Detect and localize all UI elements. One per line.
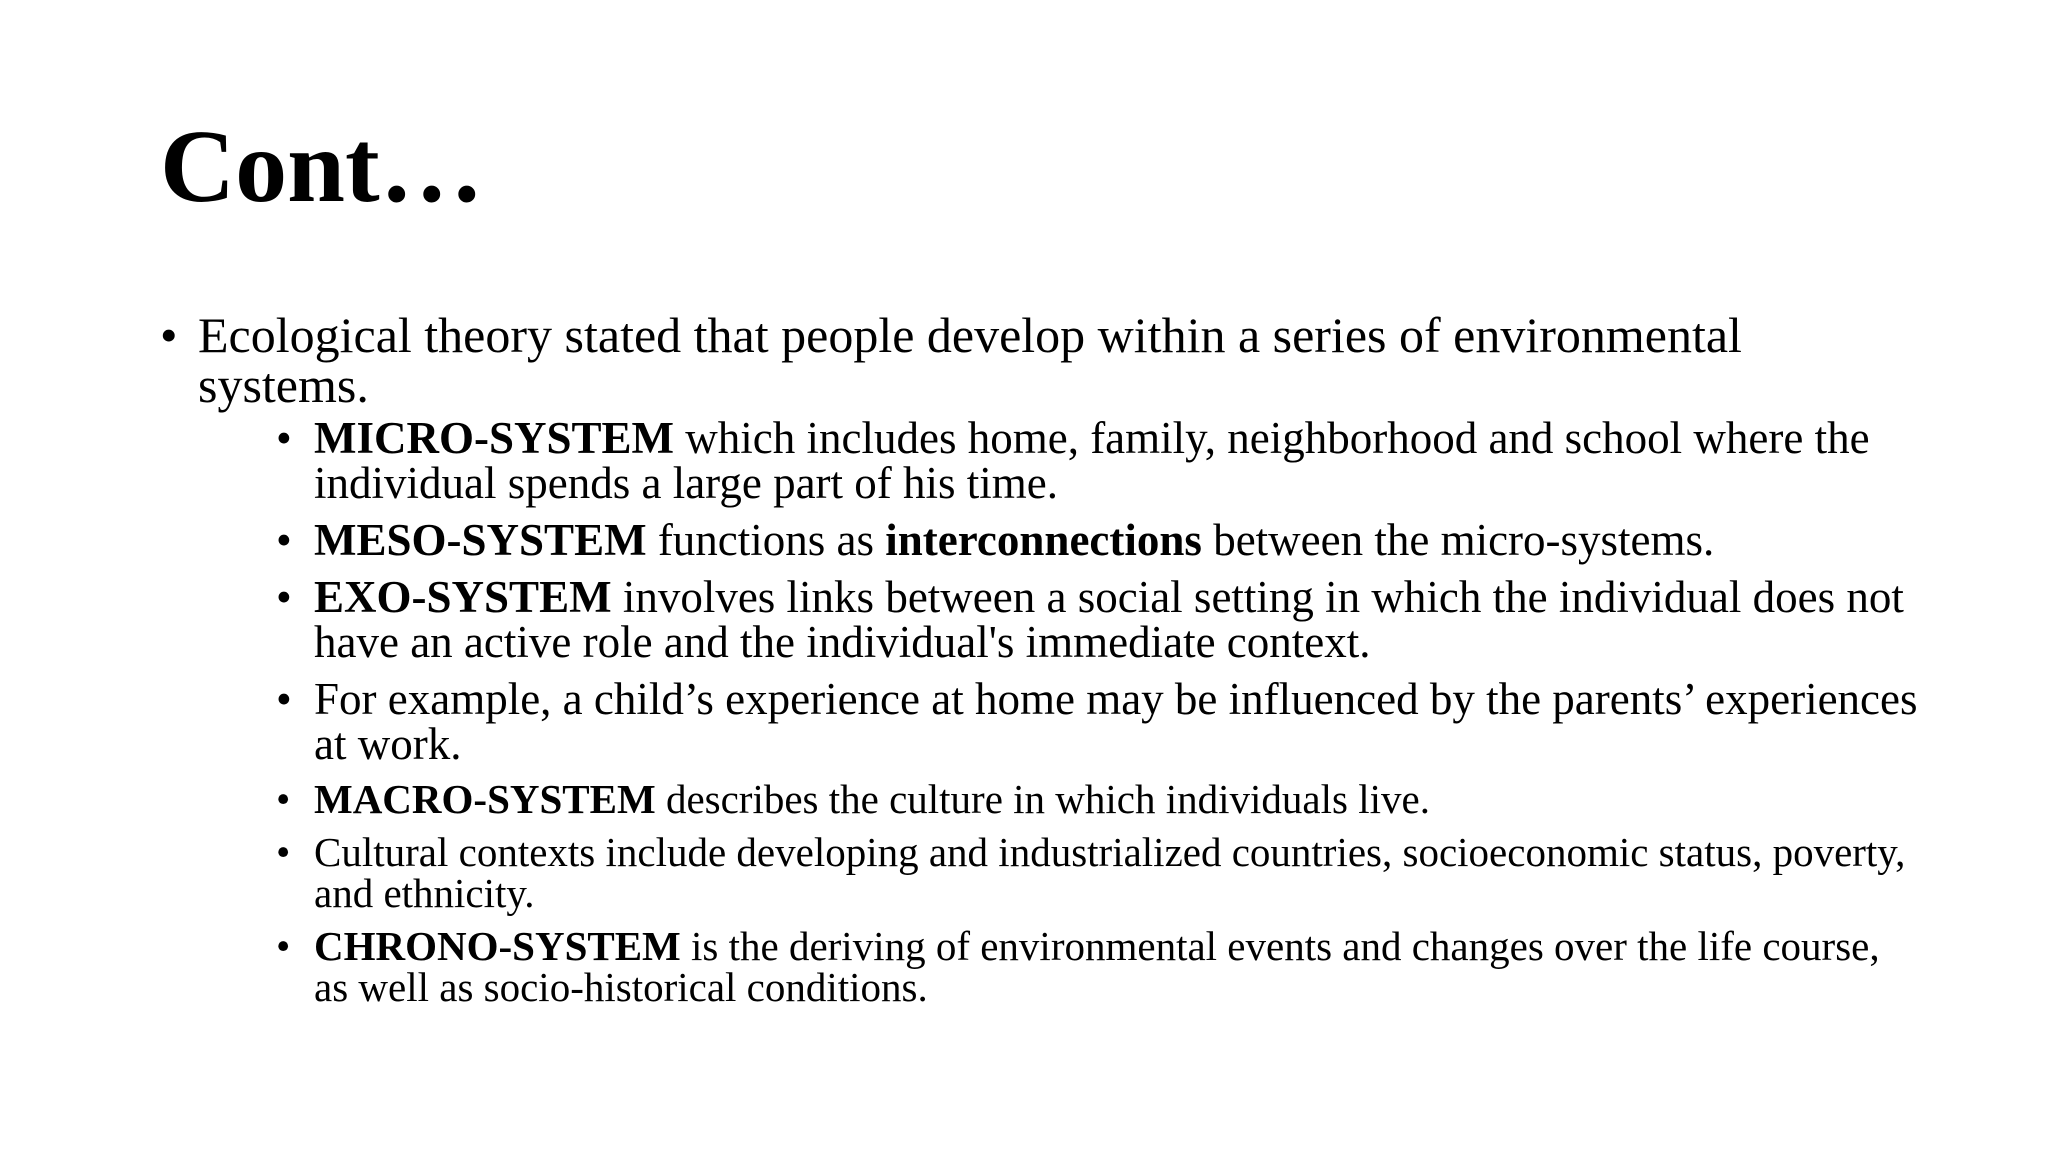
meso-system-text-a: functions as bbox=[646, 515, 886, 565]
main-point-text: Ecological theory stated that people develop within a series of environmental systems. bbox=[198, 307, 1742, 413]
slide-body bbox=[160, 307, 1920, 1020]
macro-system-text: describes the culture in which individuals live. bbox=[655, 776, 1430, 822]
list-item-meso-system bbox=[276, 515, 1918, 565]
term-macro-system: MACRO-SYSTEM bbox=[314, 776, 656, 822]
micro-system-text: which includes home, family, neighborhood and school where the individual spends a large part of his time. bbox=[314, 413, 1870, 508]
bullet-icon: • bbox=[276, 923, 291, 969]
bullet-icon: • bbox=[276, 674, 292, 724]
meso-system-text-b: between the micro-systems. bbox=[1201, 515, 1715, 565]
chrono-system-text: is the deriving of environmental events and changes over the life course, as well as socio-historical conditions. bbox=[314, 923, 1880, 1010]
list-item-main bbox=[160, 307, 1918, 1010]
exo-system-text: involves links between a social setting in which the individual does not have an active role and the individual's immediate context. bbox=[314, 572, 1904, 667]
slide-title: Cont… bbox=[160, 109, 484, 224]
bullet-icon: • bbox=[276, 515, 292, 565]
list-item-exo-system bbox=[276, 572, 1918, 667]
bullet-icon: • bbox=[160, 307, 178, 363]
example-text: For example, a child’s experience at home may be influenced by the parents’ experiences at work. bbox=[314, 674, 1918, 769]
bullet-list bbox=[160, 307, 1920, 1010]
list-item-micro-system bbox=[276, 413, 1918, 508]
cultural-contexts-text: Cultural contexts include developing and industrialized countries, socioeconomic status, poverty, and ethnicity. bbox=[314, 829, 1906, 916]
bullet-icon: • bbox=[276, 413, 292, 463]
list-item-example bbox=[276, 674, 1918, 769]
list-item-macro-system bbox=[276, 776, 1918, 822]
term-exo-system: EXO-SYSTEM bbox=[314, 572, 612, 622]
term-meso-system: MESO-SYSTEM bbox=[314, 515, 647, 565]
term-chrono-system: CHRONO-SYSTEM bbox=[314, 923, 681, 969]
bullet-icon: • bbox=[276, 572, 292, 622]
bullet-icon: • bbox=[276, 776, 291, 822]
list-item-cultural-contexts bbox=[276, 829, 1918, 916]
list-item-chrono-system bbox=[276, 923, 1918, 1010]
term-interconnections: interconnections bbox=[885, 515, 1202, 565]
sub-bullet-list bbox=[198, 413, 1918, 1010]
bullet-icon: • bbox=[276, 829, 291, 875]
term-micro-system: MICRO-SYSTEM bbox=[314, 413, 675, 463]
